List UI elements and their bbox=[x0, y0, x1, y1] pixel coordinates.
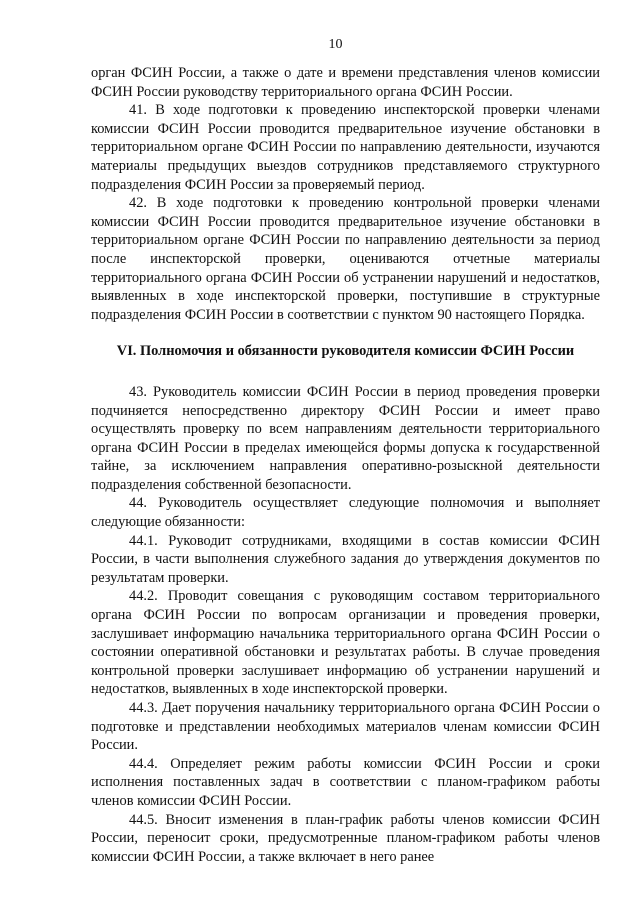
paragraph-44: 44. Руководитель осуществляет следующие полномочия и выполняет следующие обязанности: bbox=[91, 495, 600, 531]
page-number: 10 bbox=[328, 37, 343, 52]
paragraph-42: 42. В ходе подготовки к проведению контрольной проверки членами комиссии ФСИН России проводится предварительное изучение обстановки в территориальном органе ФСИН России по направлению деятельности за период после инспекторской проверки, оцениваются отчетные материалы территориального органа ФСИН России об устранении нарушений и недостатков, выявленных в ходе инспекторской проверки, поступившие в структурные подразделения ФСИН России в соответствии с пунктом 90 настоящего Порядка. bbox=[91, 195, 600, 323]
paragraph-41: 41. В ходе подготовки к проведению инспекторской проверки членами комиссии ФСИН России проводится предварительное изучение обстановки в территориальном органе ФСИН России по направлению деятельности, изучаются материалы предыдущих выездов сотрудников представляемого структурного подразделения ФСИН России за проверяемый период. bbox=[91, 102, 600, 193]
paragraph-44-2: 44.2. Проводит совещания с руководящим составом территориального органа ФСИН России по вопросам организации и проведения проверки, заслушивает информацию начальника территориального органа ФСИН России о состоянии оперативной обстановки и результатах работы. В случае проведения контрольной проверки заслушивает информацию об устранении нарушений и недостатков, выявленных в ходе инспекторской проверки. bbox=[91, 588, 600, 698]
paragraph-continuation: орган ФСИН России, а также о дате и времени представления членов комиссии ФСИН России руководству территориального органа ФСИН России. bbox=[91, 65, 600, 100]
paragraph-44-5: 44.5. Вносит изменения в план-график работы членов комиссии ФСИН России, переносит сроки, предусмотренные планом-графиком работы членов комиссии ФСИН России, а также включает в него ранее bbox=[91, 811, 600, 865]
paragraph-44-1: 44.1. Руководит сотрудниками, входящими в состав комиссии ФСИН России, в части выполнения служебного задания до утверждения документов по результатам проверки. bbox=[91, 532, 600, 586]
paragraph-43: 43. Руководитель комиссии ФСИН России в период проведения проверки подчиняется непосредственно директору ФСИН России и имеет право осуществлять проверку по всем направлениям деятельности территориального органа ФСИН России в пределах имеющейся формы допуска к государственной тайне, за исключением направления оперативно-розыскной деятельности подразделения собственной безопасности. bbox=[91, 383, 600, 493]
paragraph-44-4: 44.4. Определяет режим работы комиссии ФСИН России и сроки исполнения поставленных задач в соответствии с планом-графиком работы членов комиссии ФСИН России. bbox=[91, 755, 600, 809]
paragraph-44-3: 44.3. Дает поручения начальнику территориального органа ФСИН России о подготовке и представлении необходимых материалов членам комиссии ФСИН России. bbox=[91, 700, 600, 754]
section-title: VI. Полномочия и обязанности руководителя комиссии ФСИН России bbox=[116, 343, 575, 360]
